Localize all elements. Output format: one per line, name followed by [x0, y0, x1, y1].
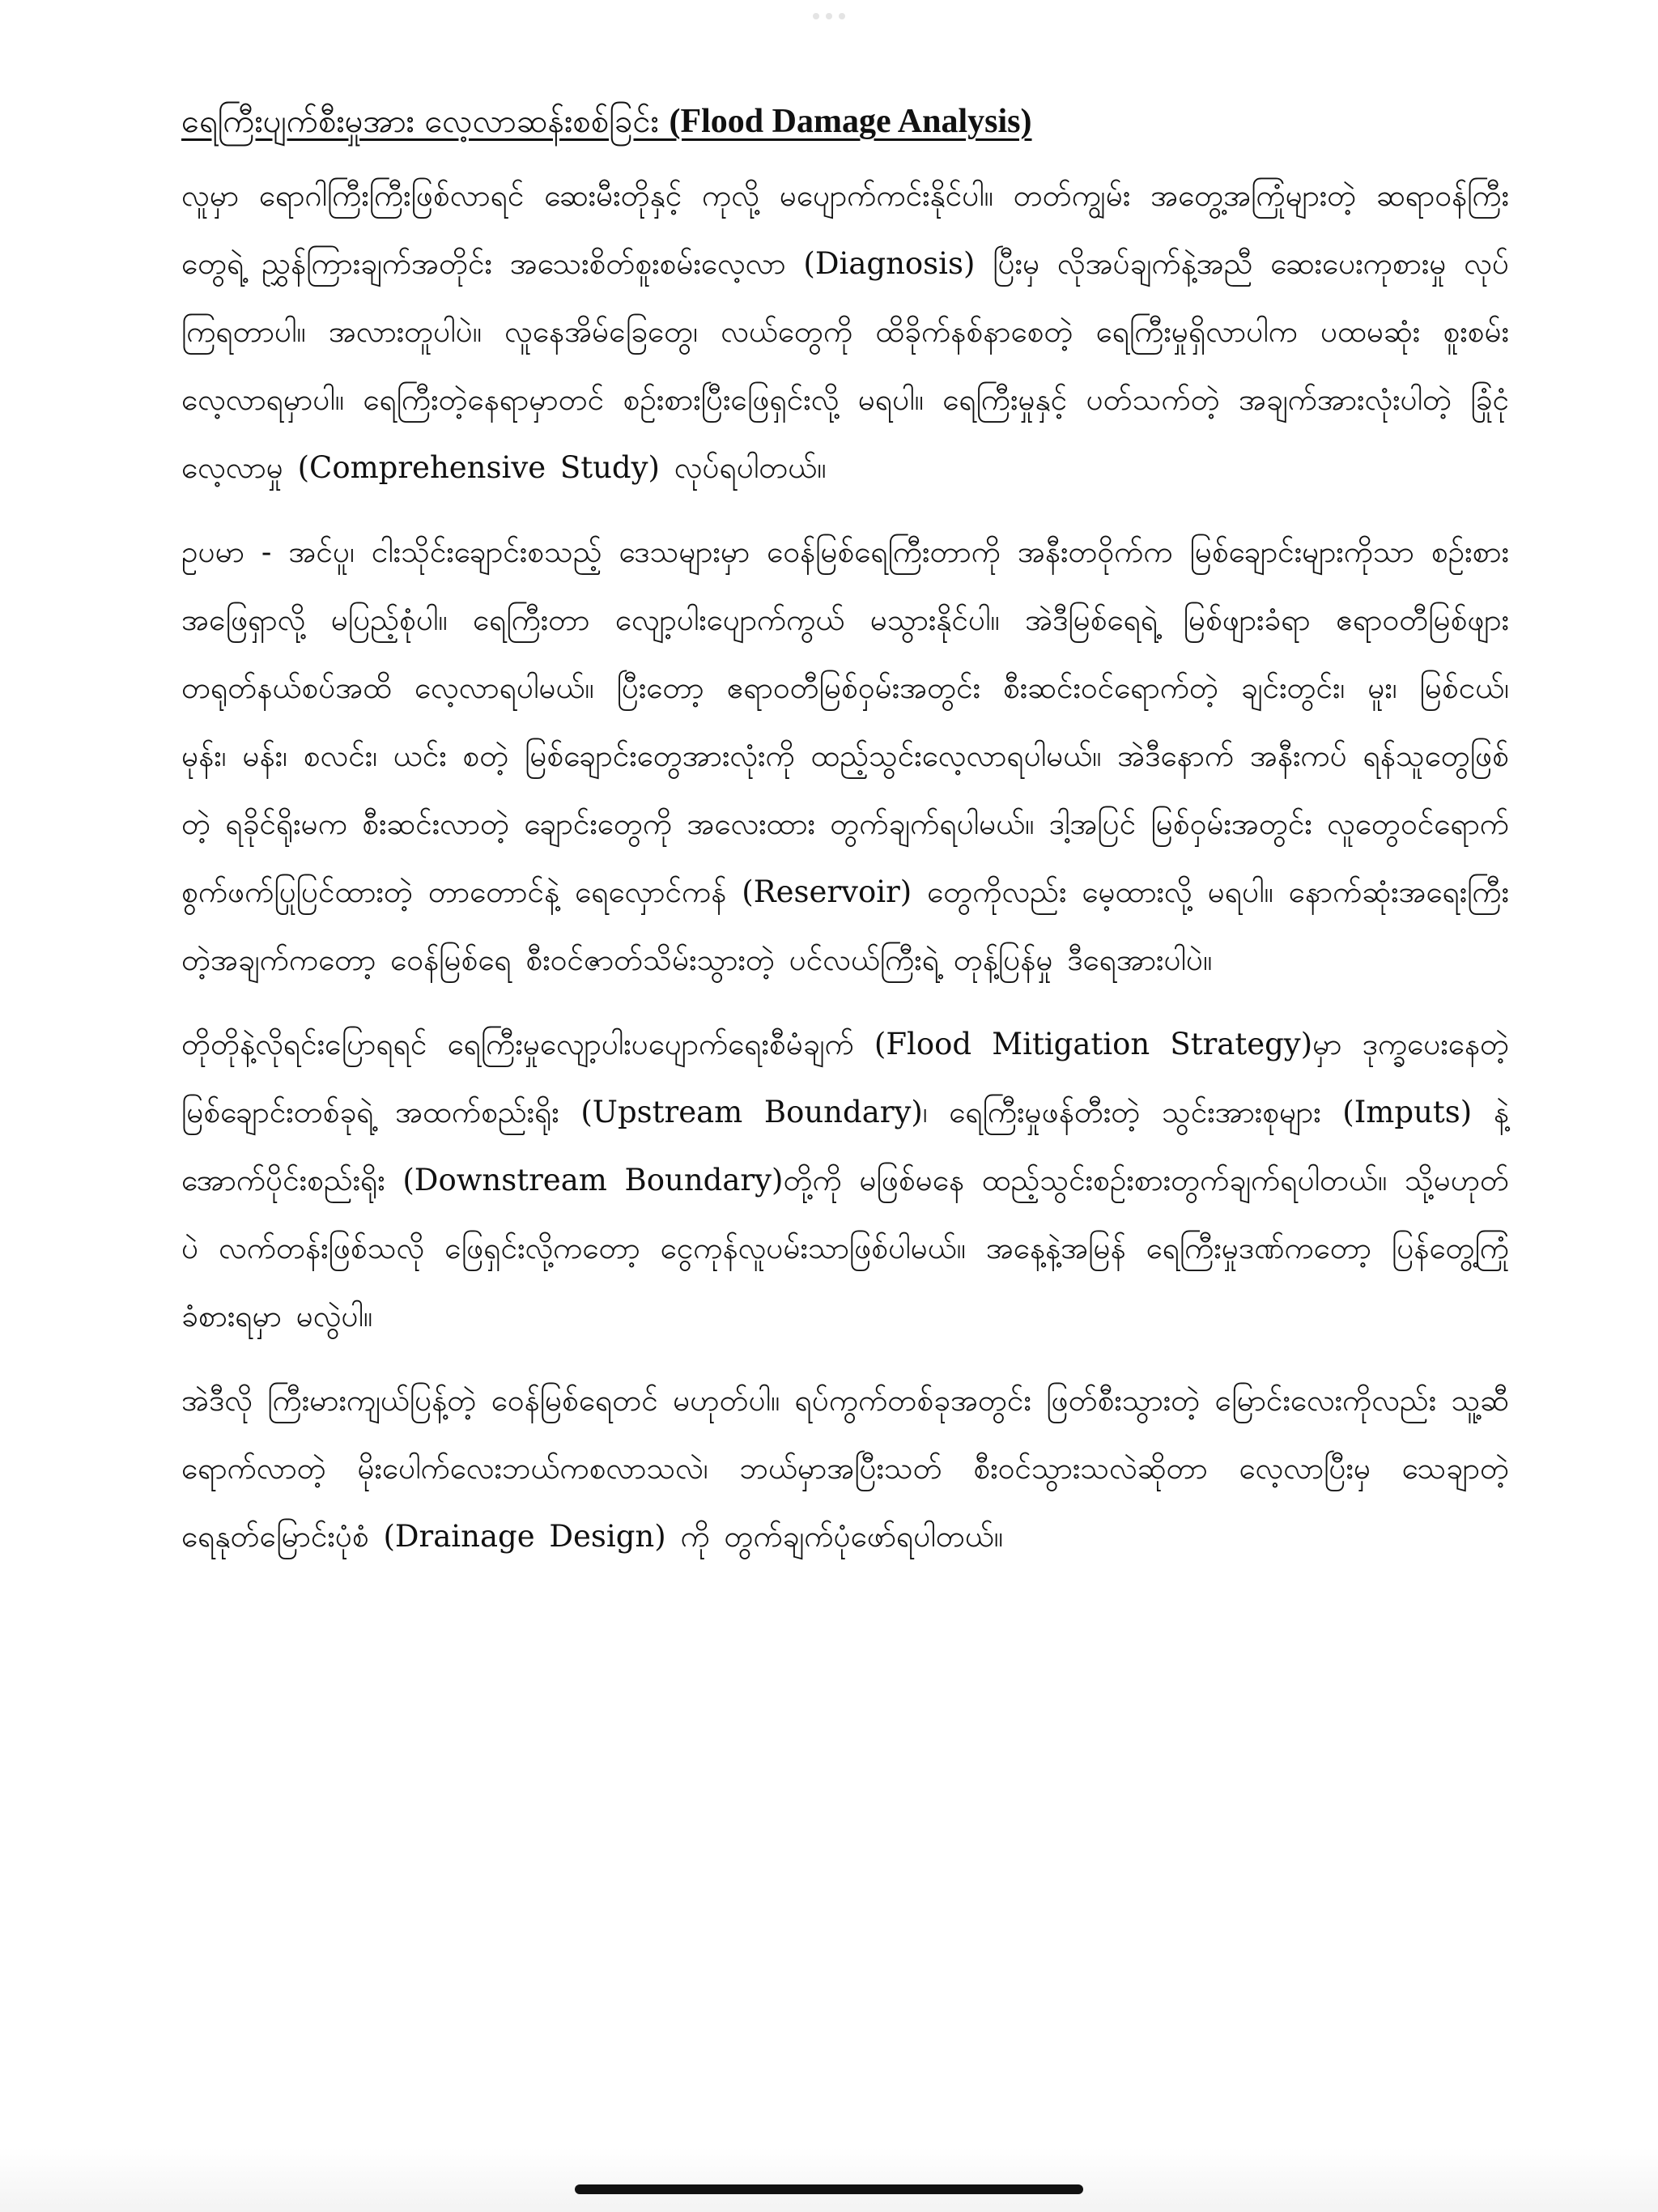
dot: [826, 13, 832, 19]
paragraph-1: လူမှာ ရောဂါကြီးကြီးဖြစ်လာရင် ဆေးမီးတိုနှင့် ကုလို့ မပျောက်ကင်းနိုင်ပါ။ တတ်ကျွမ်း အတွေ့အကြုံများတဲ့ ဆရာဝန်ကြီးတွေရဲ့ ညွှန်ကြားချက်အတိုင်း အသေးစိတ်စူးစမ်းလေ့လာ (Diagnosis) ပြီးမှ လိုအပ်ချက်နဲ့အညီ ဆေးပေးကုစားမှု လုပ်ကြရတာပါ။ အလားတူပါပဲ။ လူနေအိမ်ခြေတွေ၊ လယ်တွေကို ထိခိုက်နစ်နာစေတဲ့ ရေကြီးမှုရှိလာပါက ပထမဆုံး စူးစမ်း လေ့လာရမှာပါ။ ရေကြီးတဲ့နေရာမှာတင် စဉ်းစားပြီးဖြေရှင်းလို့ မရပါ။ ရေကြီးမှုနှင့် ပတ်သက်တဲ့ အချက်အားလုံးပါတဲ့ ခြုံငုံလေ့လာမှု (Comprehensive Study) လုပ်ရပါတယ်။: [181, 178, 1509, 485]
paragraph-3: တိုတိုနဲ့လိုရင်းပြောရရင် ရေကြီးမှုလျော့ပါးပပျောက်ရေးစီမံချက် (Flood Mitigation Strategy)မှာ ဒုက္ခပေးနေတဲ့ မြစ်ချောင်းတစ်ခုရဲ့ အထက်စည်းရိုး (Upstream Boundary)၊ ရေကြီးမှုဖန်တီးတဲ့ သွင်းအားစုများ (Imputs) နဲ့ အောက်ပိုင်းစည်းရိုး (Downstream Boundary)တို့ကို မဖြစ်မနေ ထည့်သွင်းစဉ်းစားတွက်ချက်ရပါတယ်။ သို့မဟုတ်ပဲ လက်တန်းဖြစ်သလို ဖြေရှင်းလို့ကတော့ ငွေကုန်လူပမ်းသာဖြစ်ပါမယ်။ အနေ့နဲ့အမြန် ရေကြီးမှုဒဏ်ကတော့ ပြန်တွေ့ကြုံ ခံစားရမှာ မလွဲပါ။: [181, 1027, 1509, 1334]
document-page: [181, 89, 1509, 1587]
home-indicator[interactable]: [575, 2184, 1083, 2194]
dot: [839, 13, 845, 19]
title-myanmar: ရေကြီးပျက်စီးမှုအား လေ့လာဆန်းစစ်ခြင်း: [181, 103, 670, 140]
document-title: [181, 89, 1509, 154]
bottom-fade: [0, 2147, 1658, 2212]
paragraph-2: ဥပမာ - အင်ပူ၊ ငါးသိုင်းချောင်းစသည့် ဒေသများမှာ ဝေန်မြစ်ရေကြီးတာကို အနီးတဝိုက်က မြစ်ချောင်းများကိုသာ စဉ်းစားအဖြေရှာလို့ မပြည့်စုံပါ။ ရေကြီးတာ လျော့ပါးပျောက်ကွယ် မသွားနိုင်ပါ။ အဲဒီမြစ်ရေရဲ့ မြစ်ဖျားခံရာ ဧရာဝတီမြစ်ဖျား တရုတ်နယ်စပ်အထိ လေ့လာရပါမယ်။ ပြီးတော့ ဧရာဝတီမြစ်ဝှမ်းအတွင်း စီးဆင်းဝင်ရောက်တဲ့ ချင်းတွင်း၊ မူး၊ မြစ်ငယ်၊ မုန်း၊ မန်း၊ စလင်း၊ ယင်း စတဲ့ မြစ်ချောင်းတွေအားလုံးကို ထည့်သွင်းလေ့လာရပါမယ်။ အဲဒီနောက် အနီးကပ် ရန်သူတွေဖြစ်တဲ့ ရခိုင်ရိုးမက စီးဆင်းလာတဲ့ ချောင်းတွေကို အလေးထား တွက်ချက်ရပါမယ်။ ဒါ့အပြင် မြစ်ဝှမ်းအတွင်း လူတွေဝင်ရောက်စွက်ဖက်ပြုပြင်ထားတဲ့ တာတောင်နဲ့ ရေလှောင်ကန် (Reservoir) တွေကိုလည်း မေ့ထားလို့ မရပါ။ နောက်ဆုံးအရေးကြီးတဲ့အချက်ကတော့ ဝေန်မြစ်ရေ စီးဝင်ဇာတ်သိမ်းသွားတဲ့ ပင်လယ်ကြီးရဲ့ တုန့်ပြန်မှု ဒီရေအားပါပဲ။: [181, 534, 1509, 977]
top-dots-indicator: [813, 13, 845, 19]
paragraph-4: အဲဒီလို ကြီးမားကျယ်ပြန့်တဲ့ ဝေန်မြစ်ရေတင် မဟုတ်ပါ။ ရပ်ကွက်တစ်ခုအတွင်း ဖြတ်စီးသွားတဲ့ မြောင်းလေးကိုလည်း သူ့ဆီရောက်လာတဲ့ မိုးပေါက်လေးဘယ်ကစလာသလဲ၊ ဘယ်မှာအပြီးသတ် စီးဝင်သွားသလဲဆိုတာ လေ့လာပြီးမှ သေချာတဲ့ ရေနုတ်မြောင်းပုံစံ (Drainage Design) ကို တွက်ချက်ပုံဖော်ရပါတယ်။: [181, 1383, 1509, 1554]
dot: [813, 13, 819, 19]
title-english: (Flood Damage Analysis): [669, 103, 1032, 140]
